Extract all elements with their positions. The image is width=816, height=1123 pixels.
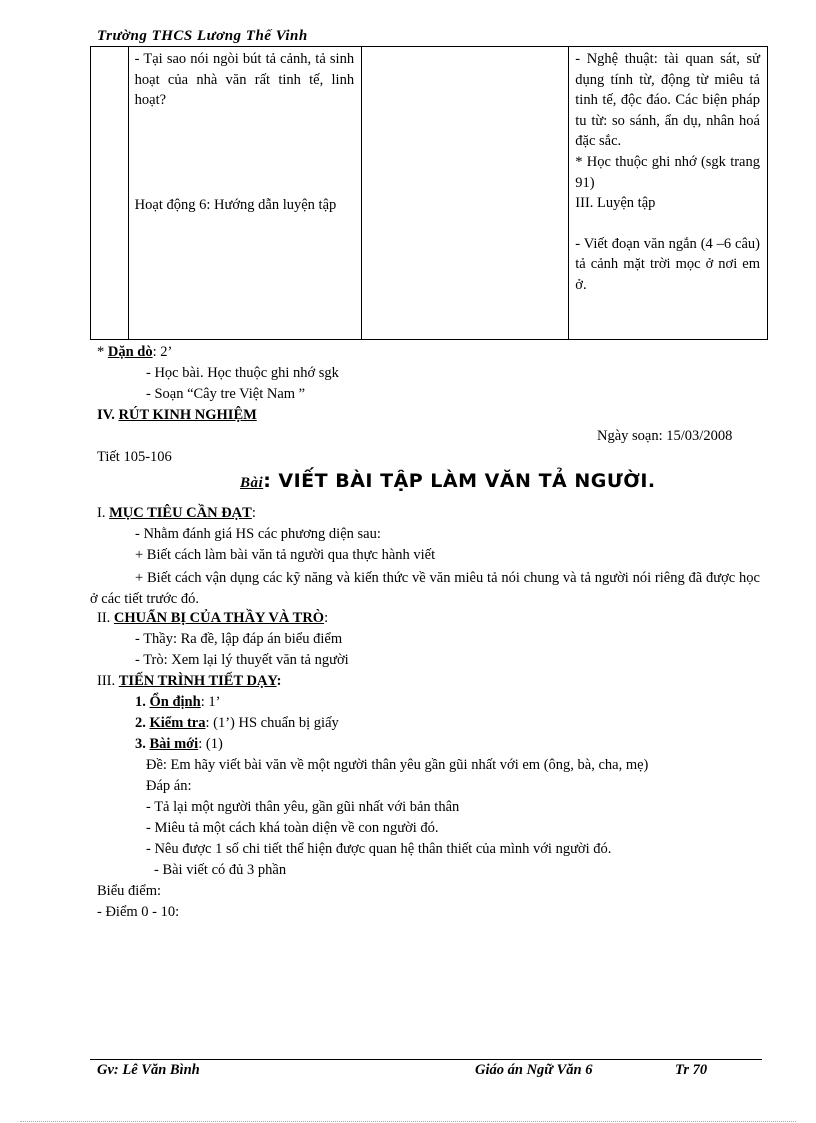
objective-item: + Biết cách vận dụng các kỹ năng và kiến thức về văn miêu tả nói chung và tả người nói riêng đã được học ở các tiết trước đó. xyxy=(90,570,760,607)
preparation-item: - Thầy: Ra đề, lập đáp án biểu điểm xyxy=(135,631,343,647)
preparation-heading: II. CHUẨN BỊ CỦA THẦY VÀ TRÒ: xyxy=(97,610,329,626)
answer-item: - Nêu được 1 số chi tiết thể hiện được quan hệ thân thiết của mình với người đó. xyxy=(146,841,612,857)
answer-label: Đáp án: xyxy=(146,778,192,794)
homework-heading: * Dặn dò: 2’ xyxy=(97,344,173,360)
memo-note: * Học thuộc ghi nhớ (sgk trang 91) xyxy=(575,153,760,191)
essay-topic: Đề: Em hãy viết bài văn về một người thân yêu gần gũi nhất với em (ông, bà, cha, mẹ) xyxy=(146,757,649,773)
answer-item: - Miêu tả một cách khá toàn diện về con người đó. xyxy=(146,820,439,836)
teacher-question: - Tại sao nói ngòi bút tả cảnh, tả sinh hoạt của nhà văn rất tinh tế, linh hoạt? xyxy=(134,51,355,109)
footer-book: Giáo án Ngữ Văn 6 xyxy=(475,1062,593,1078)
preparation-item: - Trò: Xem lại lý thuyết văn tả người xyxy=(135,652,349,668)
art-summary: - Nghệ thuật: tài quan sát, sử dụng tính từ, động từ miêu tả tinh tế, độc đáo. Các biện pháp tu từ: so sánh, ẩn dụ, nhân hoá đặc sắc. xyxy=(575,51,760,150)
table-col-2 xyxy=(128,47,361,340)
footer-rule xyxy=(90,1059,762,1060)
school-header: Trường THCS Lương Thế Vinh xyxy=(97,28,308,44)
footer-page: Tr 70 xyxy=(675,1062,708,1078)
process-heading: III. TIẾN TRÌNH TIẾT DẠY: xyxy=(97,673,282,689)
step-3: 3. Bài mới: (1) xyxy=(135,736,223,752)
step-1: 1. Ổn định: 1’ xyxy=(135,694,221,710)
answer-item: - Bài viết có đủ 3 phần xyxy=(154,862,287,878)
lesson-table xyxy=(90,46,768,340)
lesson-title: Bài: VIẾT BÀI TẬP LÀM VĂN TẢ NGƯỜI. xyxy=(240,470,656,492)
footer-teacher: Gv: Lê Văn Bình xyxy=(97,1062,200,1078)
table-col-1 xyxy=(91,47,129,340)
practice-heading: III. Luyện tập xyxy=(575,195,656,212)
exercise-text: - Viết đoạn văn ngắn (4 –6 câu) tả cảnh mặt trời mọc ở nơi em ở. xyxy=(575,235,760,293)
homework-item: - Soạn “Cây tre Việt Nam ” xyxy=(146,386,306,402)
table-col-3 xyxy=(362,47,569,340)
activity-6: Hoạt động 6: Hướng dẫn luyện tập xyxy=(134,196,337,213)
review-heading: IV. RÚT KINH NGHIỆM xyxy=(97,407,257,423)
answer-item: - Tả lại một người thân yêu, gần gũi nhất với bản thân xyxy=(146,799,460,815)
objectives-heading: I. MỤC TIÊU CẦN ĐẠT: xyxy=(97,505,256,521)
objective-item: + Biết cách làm bài văn tả người qua thực hành viết xyxy=(135,547,436,563)
homework-item: - Học bài. Học thuộc ghi nhớ sgk xyxy=(146,365,339,381)
score-label: Biểu điểm: xyxy=(97,883,162,899)
step-2: 2. Kiểm tra: (1’) HS chuẩn bị giấy xyxy=(135,715,339,731)
page-edge xyxy=(20,1121,796,1122)
table-col-4 xyxy=(569,47,768,340)
score-item: - Điểm 0 - 10: xyxy=(97,904,180,920)
period-label: Tiết 105-106 xyxy=(97,449,172,465)
prep-date: Ngày soạn: 15/03/2008 xyxy=(597,428,733,444)
objective-item: - Nhằm đánh giá HS các phương diện sau: xyxy=(135,526,381,542)
